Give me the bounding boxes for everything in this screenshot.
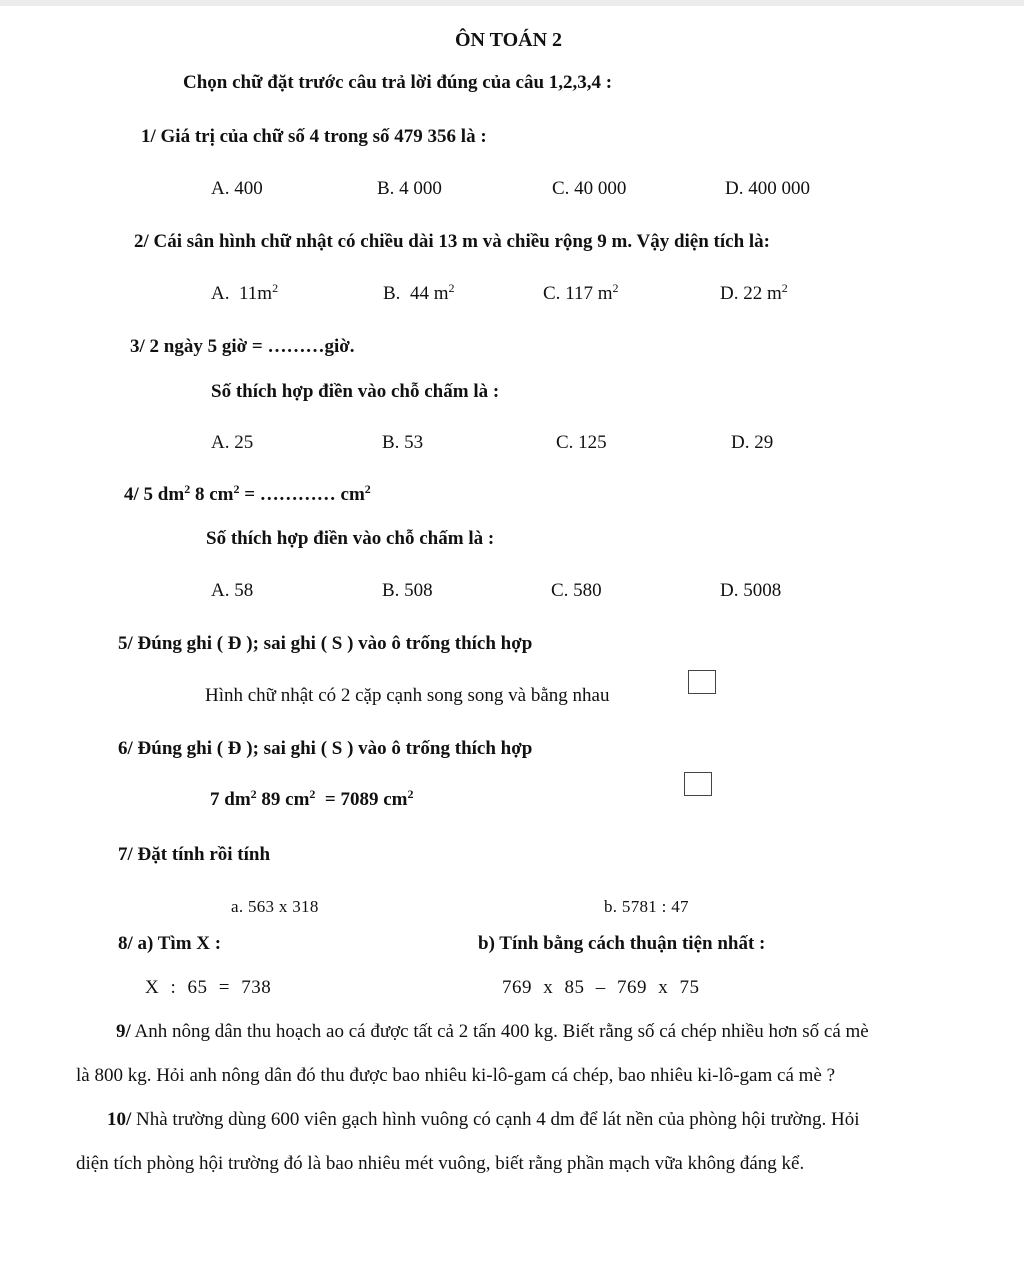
q2-option-d: D. 22 $m^2$ (720, 281, 788, 304)
question-5: 5/ Đúng ghi ( Đ ); sai ghi ( S ) vào ô trống thích hợp (118, 633, 533, 654)
page-title: ÔN TOÁN 2 (455, 29, 563, 51)
q7-part-b: b. 5781 : 47 (604, 897, 689, 916)
question-9-line-1: 9/ Anh nông dân thu hoạch ao cá được tất cả 2 tấn 400 kg. Biết rằng số cá chép nhiều hơn số cá mè (116, 1021, 869, 1042)
q5-statement: Hình chữ nhật có 2 cặp cạnh song song và bằng nhau (205, 685, 610, 706)
instruction: Chọn chữ đặt trước câu trả lời đúng của câu 1,2,3,4 : (183, 72, 613, 93)
q1-option-b: B. 4 000 (377, 178, 442, 199)
q6-statement: 7 $dm^2$ 89 $cm^2 = 7089$ $cm^2$ (210, 787, 414, 810)
question-3: 3/ 2 ngày 5 giờ = ………giờ. (130, 336, 355, 357)
question-8a: 8/ a) Tìm X : (118, 933, 222, 954)
q8-expression-a: X : 65 = 738 (145, 977, 272, 998)
question-7: 7/ Đặt tính rồi tính (118, 844, 271, 865)
question-8b: b) Tính bằng cách thuận tiện nhất : (478, 933, 766, 954)
q2-option-a: A. $11m^2$ (211, 281, 279, 304)
q8-expression-b: 769 x 85 – 769 x 75 (502, 977, 700, 998)
q3-option-b: B. 53 (382, 432, 424, 453)
q4-option-c: C. 580 (551, 580, 602, 601)
q2-option-b: B. 44 $m^2$ (383, 281, 455, 304)
question-6: 6/ Đúng ghi ( Đ ); sai ghi ( S ) vào ô trống thích hợp (118, 738, 533, 759)
q4-option-a: A. 58 (211, 580, 254, 601)
q5-answer-box[interactable] (688, 670, 716, 694)
q3-option-c: C. 125 (556, 432, 607, 453)
question-10-line-2: diện tích phòng hội trường đó là bao nhiêu mét vuông, biết rằng phần mạch vữa không đáng kể. (76, 1153, 805, 1174)
q4-subprompt: Số thích hợp điền vào chỗ chấm là : (206, 528, 495, 549)
question-9-line-2: là 800 kg. Hỏi anh nông dân đó thu được bao nhiêu ki-lô-gam cá chép, bao nhiêu ki-lô-gam cá mè ? (76, 1065, 836, 1086)
q3-subprompt: Số thích hợp điền vào chỗ chấm là : (211, 381, 500, 402)
q3-option-d: D. 29 (731, 432, 774, 453)
question-1: 1/ Giá trị của chữ số 4 trong số 479 356 là : (141, 126, 487, 147)
q6-answer-box[interactable] (684, 772, 712, 796)
q4-option-d: D. 5008 (720, 580, 782, 601)
q3-option-a: A. 25 (211, 432, 254, 453)
page-top-edge (0, 0, 1024, 6)
question-2: 2/ Cái sân hình chữ nhật có chiều dài 13 m và chiều rộng 9 m. Vậy diện tích là: (134, 231, 771, 252)
question-4: 4/ 5 $dm^2$ 8 $cm^2$ = ………… $cm^2$ (124, 482, 371, 505)
q7-part-a: a. 563 x 318 (231, 897, 319, 916)
q1-option-c: C. 40 000 (552, 178, 627, 199)
q2-option-c: C. 117 $m^2$ (543, 281, 619, 304)
question-10-line-1: 10/ Nhà trường dùng 600 viên gạch hình vuông có cạnh 4 dm để lát nền của phòng hội trường. Hỏi (107, 1109, 860, 1130)
q1-option-d: D. 400 000 (725, 178, 810, 199)
q4-option-b: B. 508 (382, 580, 433, 601)
q1-option-a: A. 400 (211, 178, 263, 199)
